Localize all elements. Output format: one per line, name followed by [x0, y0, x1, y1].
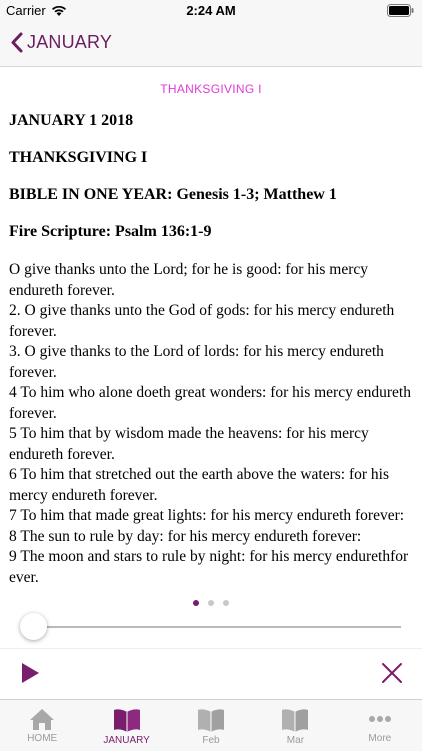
tab-bar	[0, 699, 422, 751]
tab-feb[interactable]	[169, 700, 253, 751]
verse: 6 To him that stretched out the earth above the waters: for his mercy endureth forever.	[9, 466, 389, 504]
verse: 5 To him that by wisdom made the heavens: for his mercy endureth forever.	[9, 425, 369, 463]
home-icon	[29, 707, 55, 731]
devotional-heading: THANKSGIVING I	[9, 149, 148, 166]
tab-label: JANUARY	[103, 735, 150, 746]
verse: 4 To him who alone doeth great wonders: for his mercy endureth forever.	[9, 384, 411, 422]
book-icon	[112, 707, 142, 733]
bible-in-one-year: BIBLE IN ONE YEAR: Genesis 1-3; Matthew 1	[9, 186, 337, 203]
page-dot[interactable]	[193, 600, 199, 606]
carrier-label: Carrier	[6, 3, 46, 18]
status-bar	[0, 0, 422, 22]
verse: 3. O give thanks to the Lord of lords: for his mercy endureth forever.	[9, 343, 384, 381]
devotional-title: THANKSGIVING I	[160, 82, 262, 96]
status-time: 2:24 AM	[186, 3, 236, 18]
page-dot[interactable]	[208, 600, 214, 606]
book-icon	[196, 707, 226, 733]
navigation-bar	[0, 22, 422, 67]
tab-label: More	[368, 733, 392, 744]
play-icon[interactable]	[18, 661, 42, 685]
audio-progress-thumb[interactable]	[20, 613, 47, 640]
close-icon[interactable]	[380, 661, 404, 685]
scripture-verses	[9, 260, 414, 588]
verse: 7 To him that made great lights: for his mercy endureth forever:	[9, 507, 405, 524]
page-dot[interactable]	[223, 600, 229, 606]
verse: 8 The sun to rule by day: for his mercy endureth forever:	[9, 527, 362, 545]
tab-mar[interactable]	[253, 700, 337, 751]
tab-more[interactable]	[338, 700, 422, 751]
tab-january[interactable]	[84, 700, 168, 751]
tab-label: Feb	[202, 735, 220, 746]
battery-icon	[387, 4, 414, 17]
verse: 9 The moon and stars to rule by night: for his mercy endurethfor ever.	[9, 548, 409, 586]
devotional-date: JANUARY 1 2018	[9, 112, 134, 129]
book-icon	[280, 707, 310, 733]
devotional-body	[9, 112, 414, 588]
tab-label: Mar	[286, 735, 305, 746]
tab-label: HOME	[27, 733, 58, 744]
page-indicator[interactable]	[0, 600, 422, 606]
audio-player-bar	[0, 648, 422, 699]
back-button-label: JANUARY	[27, 32, 113, 52]
verse: O give thanks unto the Lord; for he is good: for his mercy endureth forever.	[9, 261, 369, 299]
more-icon	[365, 707, 395, 731]
verse: 2. O give thanks unto the God of gods: for his mercy endureth forever.	[9, 302, 395, 340]
tab-home[interactable]	[0, 700, 84, 751]
back-button[interactable]	[10, 32, 112, 53]
audio-progress-track[interactable]	[34, 626, 401, 628]
devotional-content[interactable]	[0, 67, 422, 607]
fire-scripture: Fire Scripture: Psalm 136:1-9	[9, 223, 212, 240]
chevron-left-icon	[10, 32, 23, 53]
